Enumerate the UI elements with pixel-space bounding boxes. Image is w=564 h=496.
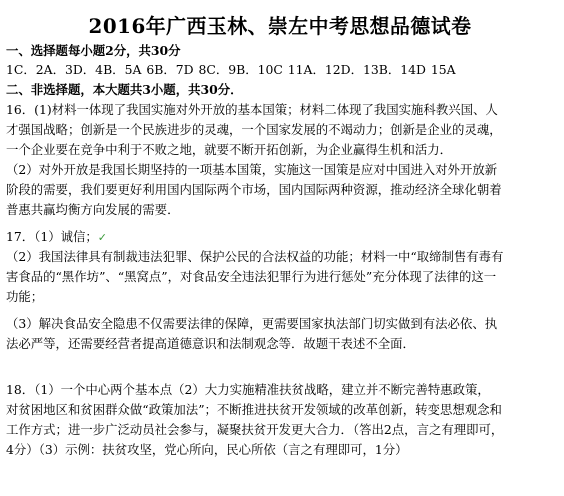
q18-line-3: 工作方式；进一步广泛动员社会参与，凝聚扶贫开发更大合力．（答出2点，言之有理即可， [6, 422, 504, 437]
document-title: 2016年广西玉林、崇左中考思想品德试卷 [88, 14, 472, 38]
check-mark-icon: ✓ [97, 231, 108, 244]
q16-line-6: 普惠共赢均衡方向发展的需要． [6, 202, 180, 217]
q17-line-1-text: 17．（1）诚信； [6, 229, 98, 244]
q18-line-2: 对贫困地区和贫困群众做“政策加法”；不断推进扶贫开发领域的改革创新，转变思想观念和 [6, 402, 502, 417]
q18-line-1: 18．（1）一个中心两个基本点（2）大力实施精准扶贫战略，建立并不断完善特惠政策， [6, 382, 490, 397]
q17-line-2: （2）我国法律具有制裁违法犯罪、保护公民的合法权益的功能；材料一中“取缔制售有毒有 [6, 249, 504, 264]
q16-line-2: 才强国战略；创新是一个民族进步的灵魂，一个国家发展的不竭动力；创新是企业的灵魂， [6, 122, 502, 137]
q18-line-4: 4分）（3）示例：扶贫攻坚，党心所向，民心所依（言之有理即可，1分） [6, 442, 408, 457]
q17-line-1 [6, 228, 107, 246]
q17-line-3: 害食品的“黑作坊”、“黑窝点”，对食品安全违法犯罪行为进行惩处”充分体现了法律的这一 [6, 269, 497, 284]
q16-line-4: （2）对外开放是我国长期坚持的一项基本国策，实施这一国策是应对中国进入对外开放新 [6, 162, 498, 177]
q17-line-4: 功能； [6, 289, 44, 304]
q16-line-5: 阶段的需要，我们要更好利用国内国际两个市场，国内国际两种资源，推动经济全球化朝着 [6, 182, 502, 197]
q16-line-3: 一个企业要在竞争中利于不败之地，就要不断开拓创新，为企业赢得生机和活力． [6, 142, 453, 157]
q17-line-6: 法必严等，还需要经营者提高道德意识和法制观念等．故题干表述不全面． [6, 336, 415, 351]
section1-heading: 一、选择题每小题2分，共30分 [6, 43, 181, 58]
section1-answers: 1C．2A．3D．4B．5A 6B．7D 8C．9B．10C 11A．12D．13B．14D 15A [6, 62, 456, 77]
q17-line-5: （3）解决食品安全隐患不仅需要法律的保障，更需要国家执法部门切实做到有法必依、执 [6, 316, 498, 331]
q16-line-1: 16．(1)材料一体现了我国实施对外开放的基本国策；材料二体现了我国实施科教兴国、人 [6, 102, 498, 117]
section2-heading: 二、非选择题，本大题共3小题，共30分． [6, 82, 243, 97]
